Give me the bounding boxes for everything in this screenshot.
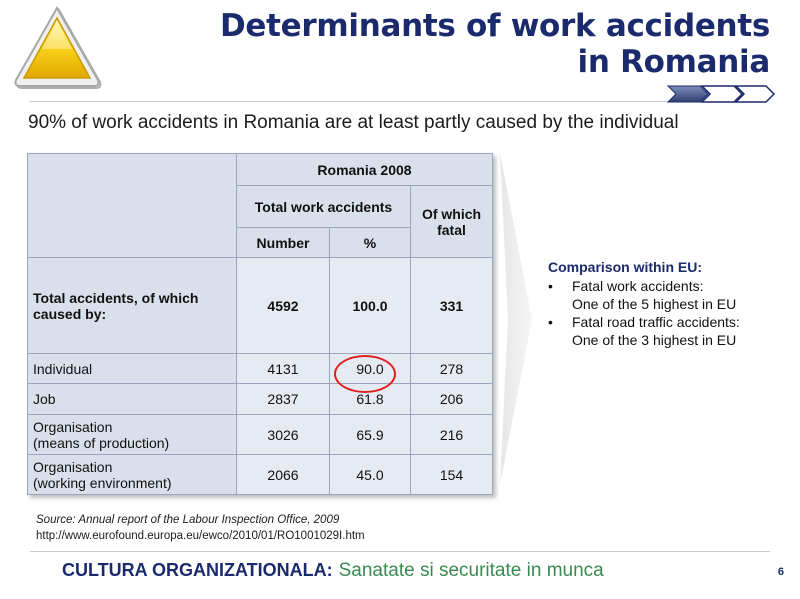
title-line-1: Determinants of work accidents [220,8,770,44]
page-number: 6 [777,566,784,578]
row-number: 4592 [237,258,330,354]
row-label: Total accidents, of which caused by: [28,258,237,354]
row-fatal: 154 [411,455,493,495]
row-label: Job [28,384,237,415]
title-line-2: in Romania [577,44,770,80]
row-percent: 45.0 [330,455,411,495]
total-accidents-header: Total work accidents [237,186,411,228]
comparison-detail: One of the 3 highest in EU [572,332,737,348]
row-percent: 61.8 [330,384,411,415]
row-percent: 65.9 [330,415,411,455]
chevron-arrows-icon [666,84,778,104]
footer-divider [30,551,770,552]
footer-topic: Sanatate si securitate in munca [338,560,604,581]
group-header: Romania 2008 [237,154,493,186]
table-row [28,354,493,384]
row-number: 3026 [237,415,330,455]
row-number: 2066 [237,455,330,495]
highlight-circle [334,355,396,393]
table-corner-cell [28,154,237,258]
row-fatal: 331 [411,258,493,354]
comparison-item: • Fatal work accidents: [548,278,704,294]
pointer-arrow-shape [500,153,532,485]
table-row [28,455,493,495]
row-label: Organisation (working environment) [28,455,237,495]
eu-comparison [548,258,740,349]
comparison-item: • Fatal road traffic accidents: [548,314,740,330]
row-number: 2837 [237,384,330,415]
fatal-header: Of which fatal [411,186,493,258]
comparison-detail: One of the 5 highest in EU [572,296,737,312]
row-fatal: 206 [411,384,493,415]
comparison-heading: Comparison within EU: [548,259,702,275]
bullet-icon: • [548,278,553,294]
bullet-icon: • [548,314,553,330]
row-fatal: 216 [411,415,493,455]
row-fatal: 278 [411,354,493,384]
number-header: Number [237,228,330,258]
warning-triangle-icon [12,4,102,90]
table-row [28,415,493,455]
percent-header: % [330,228,411,258]
accidents-table-container [27,153,493,495]
row-label: Organisation (means of production) [28,415,237,455]
accidents-table [27,153,493,495]
source-citation: Source: Annual report of the Labour Inspection Office, 2009 [36,514,340,526]
footer-course-title: CULTURA ORGANIZATIONALA: [62,560,333,580]
row-label: Individual [28,354,237,384]
row-number: 4131 [237,354,330,384]
table-row [28,384,493,415]
footer [62,560,604,582]
title-divider [30,101,670,102]
page-title [220,8,770,80]
source-link[interactable]: http://www.eurofound.europa.eu/ewco/2010/01/RO1001029I.htm [36,530,365,542]
row-percent-highlighted: 90.0 [330,354,411,384]
subtitle: 90% of work accidents in Romania are at least partly caused by the individual [28,112,679,133]
source-note [36,512,365,544]
table-row [28,258,493,354]
row-percent: 100.0 [330,258,411,354]
